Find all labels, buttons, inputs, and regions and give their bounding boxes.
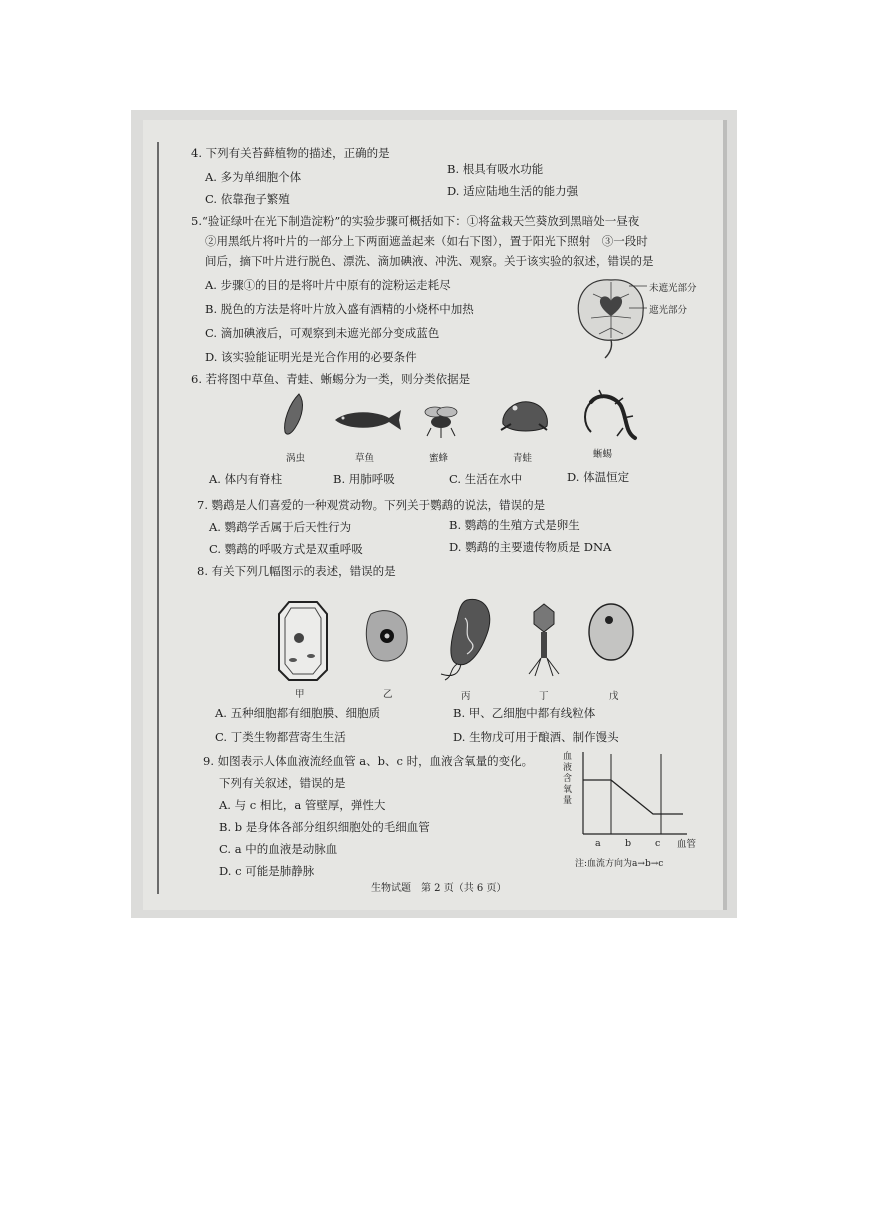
paper-edge [723, 120, 727, 910]
oxygen-graph [579, 750, 689, 840]
graph-tick-c: c [655, 838, 661, 849]
cell-label-ding: 丁 [539, 691, 549, 702]
cell-label-yi: 乙 [383, 689, 393, 700]
q7-option-d: D. 鹦鹉的主要遗传物质是 DNA [449, 540, 612, 554]
bacterium-image [437, 594, 499, 682]
q9-sub: 下列有关叙述，错误的是 [219, 776, 346, 790]
animal-label-grass-carp: 草鱼 [355, 453, 375, 464]
animal-label-planaria: 涡虫 [286, 453, 306, 464]
plant-cell-image [277, 600, 329, 682]
q5-line-3: 间后，摘下叶片进行脱色、漂洗、滴加碘液、冲洗、观察。关于该实验的叙述，错误的是 [205, 254, 654, 268]
q6-stem: 6. 若将图中草鱼、青蛙、蜥蜴分为一类，则分类依据是 [191, 372, 471, 386]
cell-label-wu: 戊 [609, 691, 619, 702]
virus-image [527, 602, 561, 678]
q6-option-c: C. 生活在水中 [449, 472, 523, 486]
q7-stem: 7. 鹦鹉是人们喜爱的一种观赏动物。下列关于鹦鹉的说法，错误的是 [197, 498, 546, 512]
animal-label-frog: 青蛙 [513, 453, 533, 464]
q9-option-d: D. c 可能是肺静脉 [219, 864, 315, 878]
yeast-image [585, 600, 637, 664]
animal-label-bee: 蜜蜂 [429, 453, 449, 464]
q4-option-d: D. 适应陆地生活的能力强 [447, 184, 579, 198]
label-shaded: 遮光部分 [649, 305, 688, 316]
q8-option-b: B. 甲、乙细胞中都有线粒体 [453, 706, 596, 720]
animal-label-lizard: 蜥蜴 [593, 449, 613, 460]
graph-tick-a: a [595, 838, 601, 849]
q8-option-d: D. 生物戊可用于酿酒、制作馒头 [453, 730, 619, 744]
q9-option-b: B. b 是身体各部分组织细胞处的毛细血管 [219, 820, 430, 834]
exam-photo [131, 110, 737, 918]
q4-option-b: B. 根具有吸水功能 [447, 162, 544, 176]
q6-option-b: B. 用肺呼吸 [333, 472, 395, 486]
q5-line-1: 5.“验证绿叶在光下制造淀粉”的实验步骤可概括如下：①将盆栽天竺葵放到黑暗处一昼夜 [191, 214, 640, 228]
cell-label-bing: 丙 [461, 691, 471, 702]
frog-image [497, 394, 553, 438]
q7-option-a: A. 鹦鹉学舌属于后天性行为 [209, 520, 352, 534]
q8-stem: 8. 有关下列几幅图示的表述，错误的是 [197, 564, 396, 578]
bee-image [419, 400, 463, 440]
q9-option-c: C. a 中的血液是动脉血 [219, 842, 338, 856]
q8-option-a: A. 五种细胞都有细胞膜、细胞质 [215, 706, 381, 720]
cell-label-jia: 甲 [295, 689, 305, 700]
q8-option-c: C. 丁类生物都营寄生生活 [215, 730, 346, 744]
planaria-image [281, 392, 311, 442]
graph-y-label: 血液含氧量 [563, 752, 573, 806]
q4-option-c: C. 依靠孢子繁殖 [205, 192, 290, 206]
q7-option-b: B. 鹦鹉的生殖方式是卵生 [449, 518, 580, 532]
lizard-image [579, 388, 643, 446]
exam-paper [143, 120, 727, 910]
q9-stem: 9. 如图表示人体血液流经血管 a、b、c 时，血液含氧量的变化。 [203, 754, 534, 768]
graph-x-label: 血管 [677, 839, 697, 850]
q4-stem: 4. 下列有关苔藓植物的描述，正确的是 [191, 146, 390, 160]
q6-option-a: A. 体内有脊柱 [209, 472, 283, 486]
q5-line-2: ②用黑纸片将叶片的一部分上下两面遮盖起来（如右下图），置于阳光下照射 ③一段时 [205, 234, 648, 248]
q5-option-b: B. 脱色的方法是将叶片放入盛有酒精的小烧杯中加热 [205, 302, 474, 316]
q4-option-a: A. 多为单细胞个体 [205, 170, 302, 184]
q5-option-c: C. 滴加碘液后，可观察到未遮光部分变成蓝色 [205, 326, 440, 340]
grass-carp-image [333, 406, 403, 436]
q5-option-d: D. 该实验能证明光是光合作用的必要条件 [205, 350, 417, 364]
label-unshaded: 未遮光部分 [649, 283, 697, 294]
animal-cell-image [363, 606, 413, 666]
margin-line [157, 142, 159, 894]
page-footer: 生物试题 第 2 页（共 6 页） [371, 883, 507, 894]
q9-option-a: A. 与 c 相比，a 管壁厚，弹性大 [219, 798, 386, 812]
q5-option-a: A. 步骤①的目的是将叶片中原有的淀粉运走耗尽 [205, 278, 451, 292]
q7-option-c: C. 鹦鹉的呼吸方式是双重呼吸 [209, 542, 363, 556]
graph-note: 注:血流方向为a→b→c [575, 859, 664, 869]
graph-tick-b: b [625, 838, 632, 849]
q6-option-d: D. 体温恒定 [567, 470, 630, 484]
